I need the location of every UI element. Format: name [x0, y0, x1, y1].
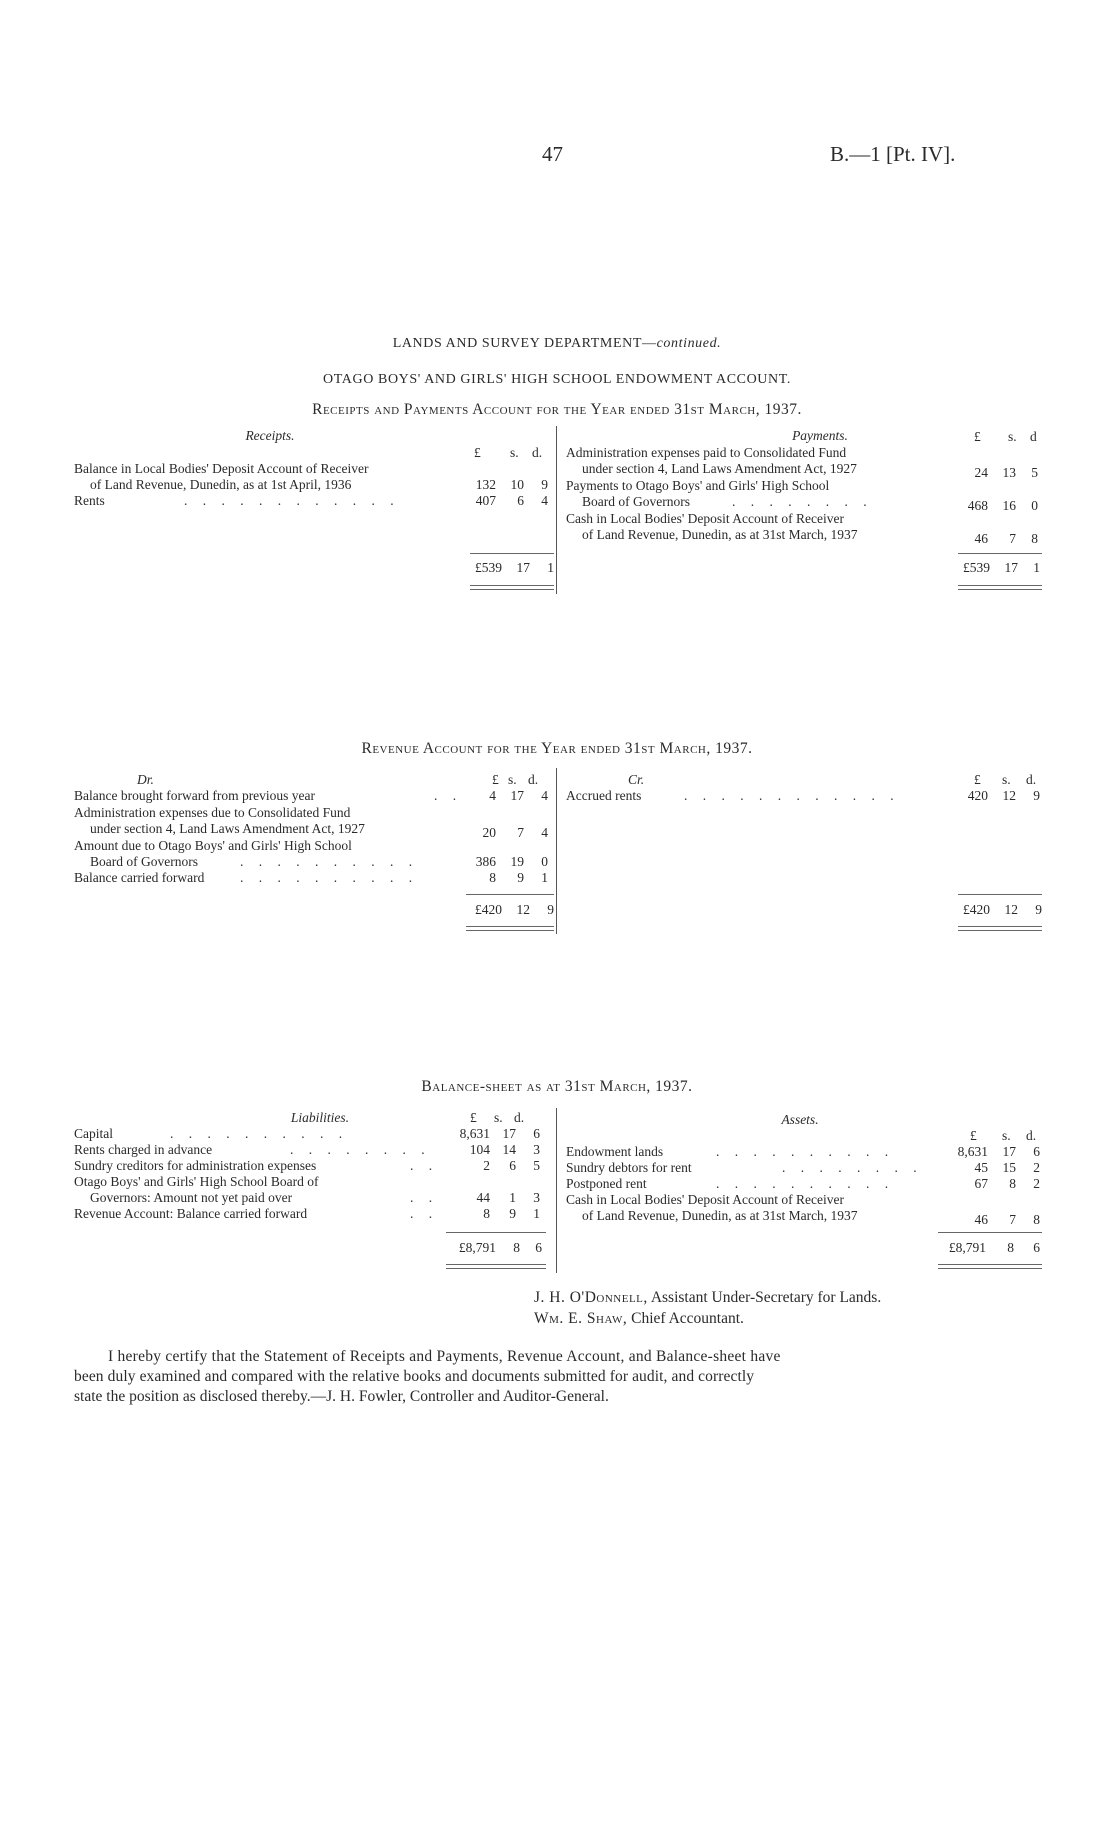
liability-pence: 1: [533, 1206, 540, 1221]
receipt-pounds: 407: [475, 493, 496, 508]
liability-row: [74, 1206, 554, 1224]
payments-total-shillings: 17: [1004, 560, 1018, 575]
receipt-row: [74, 461, 554, 495]
revenue-divider: [556, 768, 557, 934]
receipts-total-shillings: 17: [516, 560, 530, 575]
payment-pounds: 46: [974, 531, 988, 546]
receipt-line: Rents: [74, 493, 105, 508]
liability-dots: . . . . . . . .: [290, 1142, 431, 1157]
assets-total: [928, 1240, 1048, 1258]
liability-line: Otago Boys' and Girls' High School Board of: [74, 1174, 319, 1189]
department-title-suffix: continued.: [656, 336, 722, 351]
liability-shillings: 6: [509, 1158, 516, 1173]
col-pounds: £: [470, 1110, 477, 1125]
asset-dots: . . . . . . . .: [782, 1160, 923, 1175]
col-pence: d.: [532, 445, 543, 460]
receipt-pence: 4: [541, 493, 548, 508]
credit-line: Accrued rents: [566, 788, 642, 803]
debit-dots: . .: [434, 788, 463, 803]
payment-shillings: 13: [1002, 465, 1016, 480]
rp-divider: [556, 426, 557, 594]
liability-line: Capital: [74, 1126, 113, 1141]
credit-pounds: 420: [967, 788, 988, 803]
asset-line: Postponed rent: [566, 1176, 647, 1191]
receipt-dots: . . . . . . . . . . . .: [184, 493, 400, 508]
debits-total-pounds: £420: [475, 902, 502, 917]
page-number: 47: [542, 142, 563, 166]
payment-line: Payments to Otago Boys' and Girls' High School: [566, 478, 830, 493]
payment-line: Board of Governors: [582, 494, 690, 509]
payment-pounds: 24: [974, 465, 988, 480]
department-title: [0, 336, 1114, 352]
receipts-total-rule: [470, 553, 554, 554]
debit-dots: . . . . . . . . . .: [240, 854, 419, 869]
debit-line: Balance carried forward: [74, 870, 205, 885]
debit-row: [74, 838, 554, 872]
receipts-heading: Receipts.: [245, 428, 295, 443]
payment-line: under section 4, Land Laws Amendment Act, 1927: [582, 461, 857, 476]
credits-total-shillings: 12: [1004, 902, 1018, 917]
col-pounds: £: [492, 772, 499, 787]
credit-pence: 9: [1033, 788, 1040, 803]
liability-dots: . .: [410, 1206, 439, 1221]
asset-line: of Land Revenue, Dunedin, as at 31st March, 1937: [582, 1208, 858, 1223]
debit-shillings: 19: [510, 854, 524, 869]
account-title: OTAGO BOYS' AND GIRLS' HIGH SCHOOL ENDOWMENT ACCOUNT.: [323, 372, 791, 387]
liability-line: Governors: Amount not yet paid over: [90, 1190, 293, 1205]
debit-row: [74, 870, 554, 888]
page-reference: B.—1 [Pt. IV].: [830, 142, 956, 166]
liability-pounds: 8: [483, 1206, 490, 1221]
liability-line: Sundry creditors for administration expenses: [74, 1158, 317, 1173]
receipt-line: of Land Revenue, Dunedin, as at 1st April, 1936: [90, 477, 352, 492]
assets-total-shillings: 8: [1007, 1240, 1014, 1255]
liability-row: [74, 1174, 554, 1208]
col-shillings: s.: [1002, 1128, 1011, 1143]
credit-row: [566, 788, 1046, 806]
credits-total: [948, 902, 1048, 920]
liability-dots: . . . . . . . . . .: [170, 1126, 349, 1141]
asset-dots: . . . . . . . . . .: [716, 1144, 895, 1159]
receipts-total-double-rule: [470, 585, 554, 590]
liability-pence: 3: [533, 1142, 540, 1157]
payments-total-pounds: £539: [963, 560, 990, 575]
debits-total-pence: 9: [547, 902, 554, 917]
cr-heading: Cr.: [628, 772, 645, 787]
liabilities-total-pounds: £8,791: [458, 1240, 496, 1255]
asset-pence: 2: [1033, 1176, 1040, 1191]
receipt-pounds: 132: [475, 477, 496, 492]
debit-line: Balance brought forward from previous year: [74, 788, 316, 803]
liabilities-total: [440, 1240, 550, 1258]
payment-line: Cash in Local Bodies' Deposit Account of Receiver: [566, 511, 844, 526]
credit-dots: . . . . . . . . . . . .: [684, 788, 900, 803]
col-pounds: £: [974, 429, 981, 444]
col-pence: d: [1030, 429, 1037, 444]
receipt-row: [74, 493, 554, 511]
debit-shillings: 17: [510, 788, 524, 803]
col-shillings: s.: [1008, 429, 1017, 444]
receipt-shillings: 6: [517, 493, 524, 508]
revenue-account-title: Revenue Account for the Year ended 31st March, 1937.: [361, 740, 753, 757]
asset-pounds: 67: [974, 1176, 988, 1191]
assets-total-double-rule: [938, 1264, 1042, 1269]
col-pence: d.: [514, 1110, 525, 1125]
receipt-pence: 9: [541, 477, 548, 492]
asset-line: Cash in Local Bodies' Deposit Account of Receiver: [566, 1192, 844, 1207]
asset-pounds: 45: [974, 1160, 988, 1175]
col-shillings: s.: [508, 772, 517, 787]
col-pounds: £: [974, 772, 981, 787]
debit-line: under section 4, Land Laws Amendment Act, 1927: [90, 821, 365, 836]
certification-line: I hereby certify that the Statement of Receipts and Payments, Revenue Account, and Balance-sheet have: [108, 1348, 781, 1365]
debit-shillings: 9: [517, 870, 524, 885]
debit-line: Board of Governors: [90, 854, 198, 869]
receipts-total-pence: 1: [547, 560, 554, 575]
debits-total-shillings: 12: [516, 902, 530, 917]
debit-line: Administration expenses due to Consolidated Fund: [74, 805, 351, 820]
debit-pence: 4: [541, 788, 548, 803]
payment-row: [566, 511, 1046, 545]
signature-line-2: [534, 1310, 744, 1328]
receipts-total-pounds: £539: [475, 560, 502, 575]
liabilities-total-rule: [446, 1232, 546, 1233]
certification-line: been duly examined and compared with the relative books and documents submitted for audit, and correctly: [74, 1368, 755, 1385]
liability-pence: 6: [533, 1126, 540, 1141]
certification-line: state the position as disclosed thereby.—J. H. Fowler, Controller and Auditor-General.: [74, 1388, 609, 1405]
payments-total-double-rule: [958, 585, 1042, 590]
payment-pence: 8: [1031, 531, 1038, 546]
liability-pounds: 8,631: [459, 1126, 490, 1141]
debit-pence: 4: [541, 825, 548, 840]
debit-pounds: 20: [482, 825, 496, 840]
debit-pounds: 4: [489, 788, 496, 803]
col-pounds: £: [970, 1128, 977, 1143]
payment-row: [566, 478, 1046, 512]
col-shillings: s.: [494, 1110, 503, 1125]
debit-pounds: 8: [489, 870, 496, 885]
credits-total-pence: 9: [1035, 902, 1042, 917]
col-shillings: s.: [1002, 772, 1011, 787]
debit-row: [74, 788, 554, 806]
receipts-total: [460, 560, 560, 578]
payment-line: Administration expenses paid to Consolidated Fund: [566, 445, 847, 460]
liability-shillings: 14: [502, 1142, 516, 1157]
debit-pounds: 386: [475, 854, 496, 869]
credits-total-double-rule: [958, 926, 1042, 931]
asset-shillings: 15: [1002, 1160, 1016, 1175]
debit-line: Amount due to Otago Boys' and Girls' High School: [74, 838, 352, 853]
signature-title: Chief Accountant.: [631, 1310, 744, 1327]
liabilities-total-shillings: 8: [513, 1240, 520, 1255]
payments-total: [948, 560, 1048, 578]
balance-sheet-title: Balance-sheet as at 31st March, 1937.: [421, 1078, 693, 1095]
asset-line: Endowment lands: [566, 1144, 664, 1159]
assets-heading: Assets.: [781, 1112, 819, 1127]
debit-pence: 1: [541, 870, 548, 885]
asset-shillings: 7: [1009, 1212, 1016, 1227]
liability-pence: 5: [533, 1158, 540, 1173]
debits-total-rule: [466, 894, 554, 895]
payment-pence: 5: [1031, 465, 1038, 480]
payments-heading: Payments.: [792, 428, 848, 443]
payment-shillings: 16: [1002, 498, 1016, 513]
liability-dots: . .: [410, 1190, 439, 1205]
debits-total: [460, 902, 560, 920]
col-shillings: s.: [510, 445, 519, 460]
payment-pounds: 468: [967, 498, 988, 513]
col-pence: d.: [1026, 1128, 1037, 1143]
debit-row: [74, 805, 554, 839]
dr-heading: Dr.: [137, 772, 154, 787]
department-title-text: LANDS AND SURVEY DEPARTMENT—: [392, 336, 657, 351]
signature-title: Assistant Under-Secretary for Lands.: [650, 1289, 882, 1306]
liability-shillings: 9: [509, 1206, 516, 1221]
liabilities-total-double-rule: [446, 1264, 546, 1269]
payment-dots: . . . . . . . .: [732, 494, 873, 509]
liabilities-total-pence: 6: [535, 1240, 542, 1255]
payment-line: of Land Revenue, Dunedin, as at 31st March, 1937: [582, 527, 858, 542]
balance-sheet-divider: [556, 1108, 557, 1273]
col-pence: d.: [1026, 772, 1037, 787]
receipt-line: Balance in Local Bodies' Deposit Account of Receiver: [74, 461, 369, 476]
debit-dots: . . . . . . . . . .: [240, 870, 419, 885]
liability-line: Revenue Account: Balance carried forward: [74, 1206, 308, 1221]
asset-pence: 8: [1033, 1212, 1040, 1227]
liability-shillings: 1: [509, 1190, 516, 1205]
assets-total-rule: [938, 1232, 1042, 1233]
liabilities-heading: Liabilities.: [290, 1110, 350, 1125]
liability-pounds: 44: [476, 1190, 490, 1205]
asset-row: [566, 1192, 1046, 1226]
asset-dots: . . . . . . . . . .: [716, 1176, 895, 1191]
asset-pence: 6: [1033, 1144, 1040, 1159]
signature-name: Wm. E. Shaw,: [534, 1310, 628, 1327]
payments-total-pence: 1: [1033, 560, 1040, 575]
liability-dots: . .: [410, 1158, 439, 1173]
signature-name: J. H. O'Donnell,: [534, 1289, 648, 1306]
debit-shillings: 7: [517, 825, 524, 840]
col-pounds: £: [474, 445, 481, 460]
asset-line: Sundry debtors for rent: [566, 1160, 692, 1175]
liability-pounds: 2: [483, 1158, 490, 1173]
payment-pence: 0: [1031, 498, 1038, 513]
credits-total-pounds: £420: [963, 902, 990, 917]
liability-line: Rents charged in advance: [74, 1142, 213, 1157]
payment-row: [566, 445, 1046, 479]
credits-total-rule: [958, 894, 1042, 895]
asset-pence: 2: [1033, 1160, 1040, 1175]
asset-shillings: 17: [1002, 1144, 1016, 1159]
liability-pounds: 104: [469, 1142, 490, 1157]
debit-pence: 0: [541, 854, 548, 869]
signature-line-1: [534, 1289, 881, 1307]
asset-pounds: 46: [974, 1212, 988, 1227]
liability-pence: 3: [533, 1190, 540, 1205]
debits-total-double-rule: [466, 926, 554, 931]
col-pence: d.: [528, 772, 539, 787]
asset-pounds: 8,631: [957, 1144, 988, 1159]
assets-total-pence: 6: [1033, 1240, 1040, 1255]
payment-shillings: 7: [1009, 531, 1016, 546]
asset-shillings: 8: [1009, 1176, 1016, 1191]
payments-total-rule: [958, 553, 1042, 554]
receipts-payments-title: Receipts and Payments Account for the Year ended 31st March, 1937.: [312, 401, 802, 418]
assets-total-pounds: £8,791: [948, 1240, 986, 1255]
liability-shillings: 17: [502, 1126, 516, 1141]
credit-shillings: 12: [1002, 788, 1016, 803]
receipt-shillings: 10: [510, 477, 524, 492]
